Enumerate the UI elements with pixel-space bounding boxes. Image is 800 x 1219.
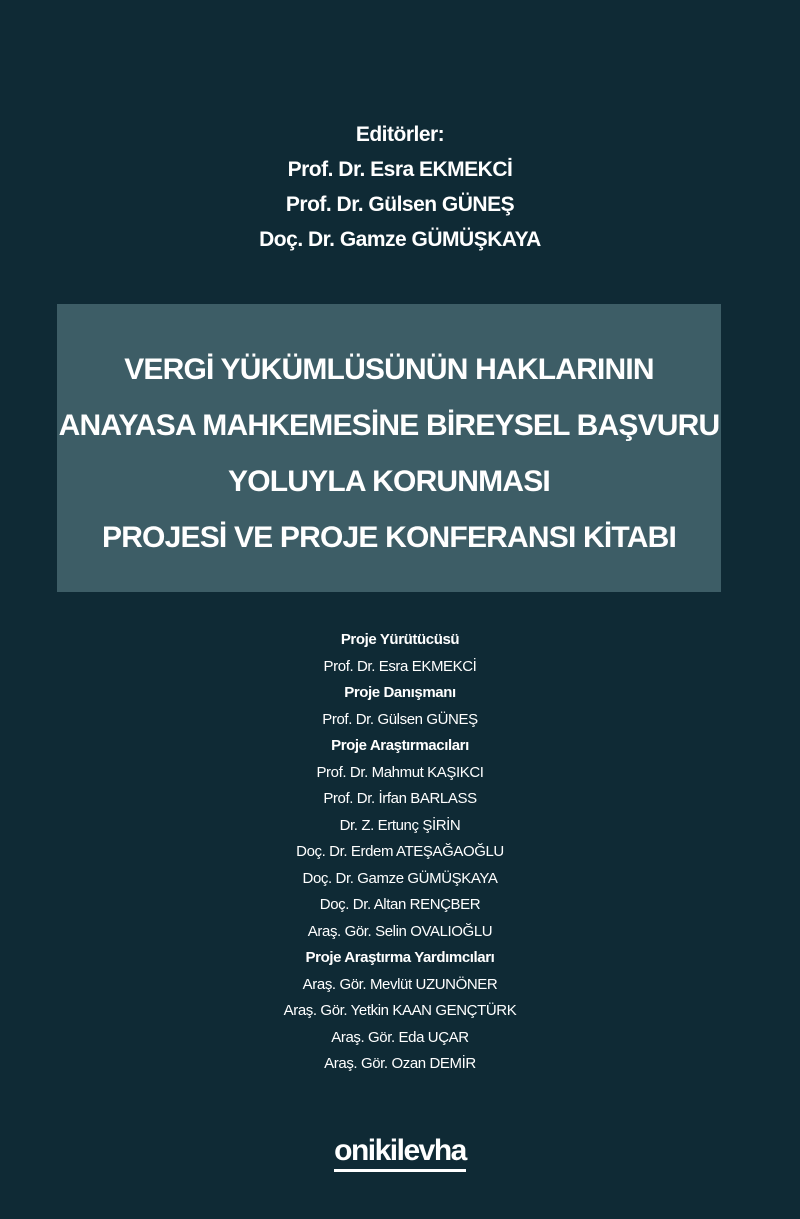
editors-block (0, 118, 800, 257)
assistant-name: Araş. Gör. Ozan DEMİR (324, 1055, 476, 1072)
title-line: PROJESİ VE PROJE KONFERANSI KİTABI (101, 521, 677, 554)
publisher-logo-text: onikilevha (334, 1134, 466, 1172)
title-line: ANAYASA MAHKEMESİNE BİREYSEL BAŞVURU (58, 409, 720, 442)
researcher-name: Prof. Dr. Mahmut KAŞIKCI (316, 763, 484, 781)
title-panel (57, 304, 721, 592)
book-title (57, 342, 721, 566)
publisher-logo (0, 1134, 800, 1172)
researchers-label: Proje Araştırmacıları (331, 737, 469, 754)
researcher-name: Araş. Gör. Selin OVALIOĞLU (307, 922, 493, 940)
assistant-name: Araş. Gör. Eda UÇAR (331, 1028, 469, 1046)
executor-label: Proje Yürütücüsü (340, 631, 460, 648)
researcher-name: Dr. Z. Ertunç ŞİRİN (339, 816, 461, 834)
researcher-name: Doç. Dr. Gamze GÜMÜŞKAYA (302, 869, 498, 887)
editor-name: Doç. Dr. Gamze GÜMÜŞKAYA (259, 228, 541, 251)
title-line: YOLUYLA KORUNMASI (228, 465, 550, 498)
executor-name: Prof. Dr. Esra EKMEKCİ (323, 657, 477, 675)
title-line: VERGİ YÜKÜMLÜSÜNÜN HAKLARININ (124, 353, 654, 386)
assistants-label: Proje Araştırma Yardımcıları (305, 949, 495, 966)
advisor-label: Proje Danışmanı (344, 684, 456, 701)
researcher-name: Doç. Dr. Altan RENÇBER (319, 896, 481, 913)
researcher-name: Prof. Dr. İrfan BARLASS (323, 790, 477, 807)
assistant-name: Araş. Gör. Mevlüt UZUNÖNER (302, 975, 498, 993)
assistant-name: Araş. Gör. Yetkin KAAN GENÇTÜRK (283, 1002, 517, 1019)
editors-label: Editörler: (355, 123, 445, 146)
advisor-name: Prof. Dr. Gülsen GÜNEŞ (322, 710, 478, 728)
researcher-name: Doç. Dr. Erdem ATEŞAĞAOĞLU (296, 843, 504, 860)
credits-block (0, 627, 800, 1078)
editor-name: Prof. Dr. Gülsen GÜNEŞ (285, 193, 515, 216)
editor-name: Prof. Dr. Esra EKMEKCİ (287, 158, 513, 181)
